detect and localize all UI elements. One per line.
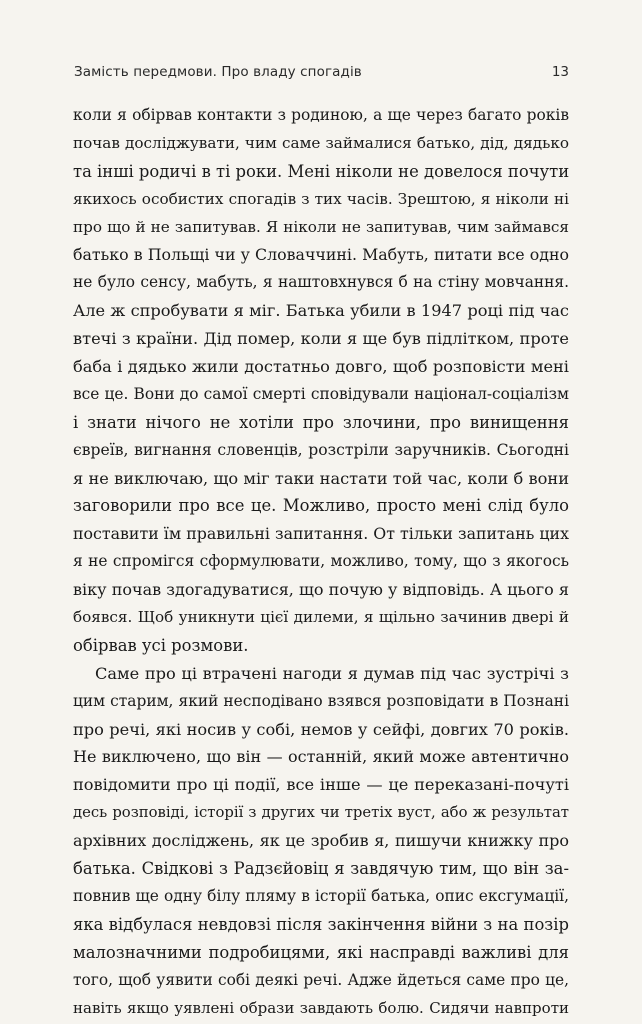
text-line: повідомити про ці події, все інше — це переказані-почуті (73, 775, 569, 795)
text-line: Не виключено, що він — останній, який може автентично (73, 747, 569, 767)
text-line: цим старим, який несподівано взявся розповідати в Познані (73, 691, 569, 710)
text-line: обірвав усі розмови. (73, 635, 249, 655)
text-line: я не спромігся сформулювати, можливо, тому, що з якогось (73, 552, 569, 571)
paragraph (73, 102, 569, 660)
text-line: повнив ще одну білу пляму в історії батька, опис ексгумації, (73, 886, 569, 905)
text-line: батька. Свідкові з Радзєйовіц я завдячую тим, що він за- (73, 859, 569, 879)
text-line: якихось особистих спогадів з тих часів. Зрештою, я ніколи ні (73, 189, 569, 208)
text-line: заговорили про все це. Можливо, просто мені слід було (73, 496, 569, 516)
body-text (73, 102, 569, 1022)
text-line: я не виключаю, що міг таки настати той час, коли б вони (73, 468, 569, 488)
text-line: не було сенсу, мабуть, я наштовхнувся б на стіну мовчання. (73, 273, 569, 292)
text-line: малозначними подробицями, які насправді важливі для (73, 942, 569, 962)
text-line: коли я обірвав контакти з родиною, а ще через багато років (73, 106, 569, 124)
text-line: десь розповіді, історії з других чи третіх вуст, або ж результат (73, 804, 569, 822)
text-line: євреїв, вигнання словенців, розстріли заручників. Сьогодні (73, 440, 569, 459)
text-line: боявся. Щоб уникнути цієї дилеми, я щільно зачинив двері й (73, 608, 569, 627)
text-line: поставити їм правильні запитання. От тільки запитань цих (73, 524, 569, 544)
text-line: віку почав здогадуватися, що почую у відповідь. А цього я (73, 580, 569, 600)
text-line: Але ж спробувати я міг. Батька убили в 1947 році під час (73, 301, 569, 321)
text-line: яка відбулася невдовзі після закінчення війни з на позір (73, 914, 569, 934)
page-number: 13 (551, 64, 569, 80)
paragraph (73, 660, 569, 1023)
text-line: архівних досліджень, як це зробив я, пишучи книжку про (73, 831, 569, 851)
text-line: про що й не запитував. Я ніколи не запитував, чим займався (73, 217, 569, 236)
text-line: навіть якщо уявлені образи завдають болю. Сидячи навпроти (73, 998, 569, 1017)
text-line: того, щоб уявити собі деякі речі. Адже йдеться саме про це, (73, 970, 569, 989)
text-line: баба і дядько жили достатньо довго, щоб розповісти мені (73, 357, 569, 377)
text-line: Саме про ці втрачені нагоди я думав під час зустрічі з (95, 663, 569, 683)
running-title: Замість передмови. Про владу спогадів (74, 64, 362, 80)
text-line: і знати нічого не хотіли про злочини, про винищення (73, 412, 569, 432)
text-line: про речі, які носив у собі, немов у сейфі, довгих 70 років. (73, 719, 569, 739)
text-line: почав досліджувати, чим саме займалися батько, дід, дядько (73, 133, 569, 152)
text-line: втечі з країни. Дід помер, коли я ще був підлітком, проте (73, 329, 569, 349)
text-line: все це. Вони до самої смерті сповідували націонал-соціалізм (73, 384, 569, 403)
text-line: та інші родичі в ті роки. Мені ніколи не довелося почути (73, 161, 569, 181)
text-line: батько в Польщі чи у Словаччині. Мабуть, питати все одно (73, 245, 569, 265)
